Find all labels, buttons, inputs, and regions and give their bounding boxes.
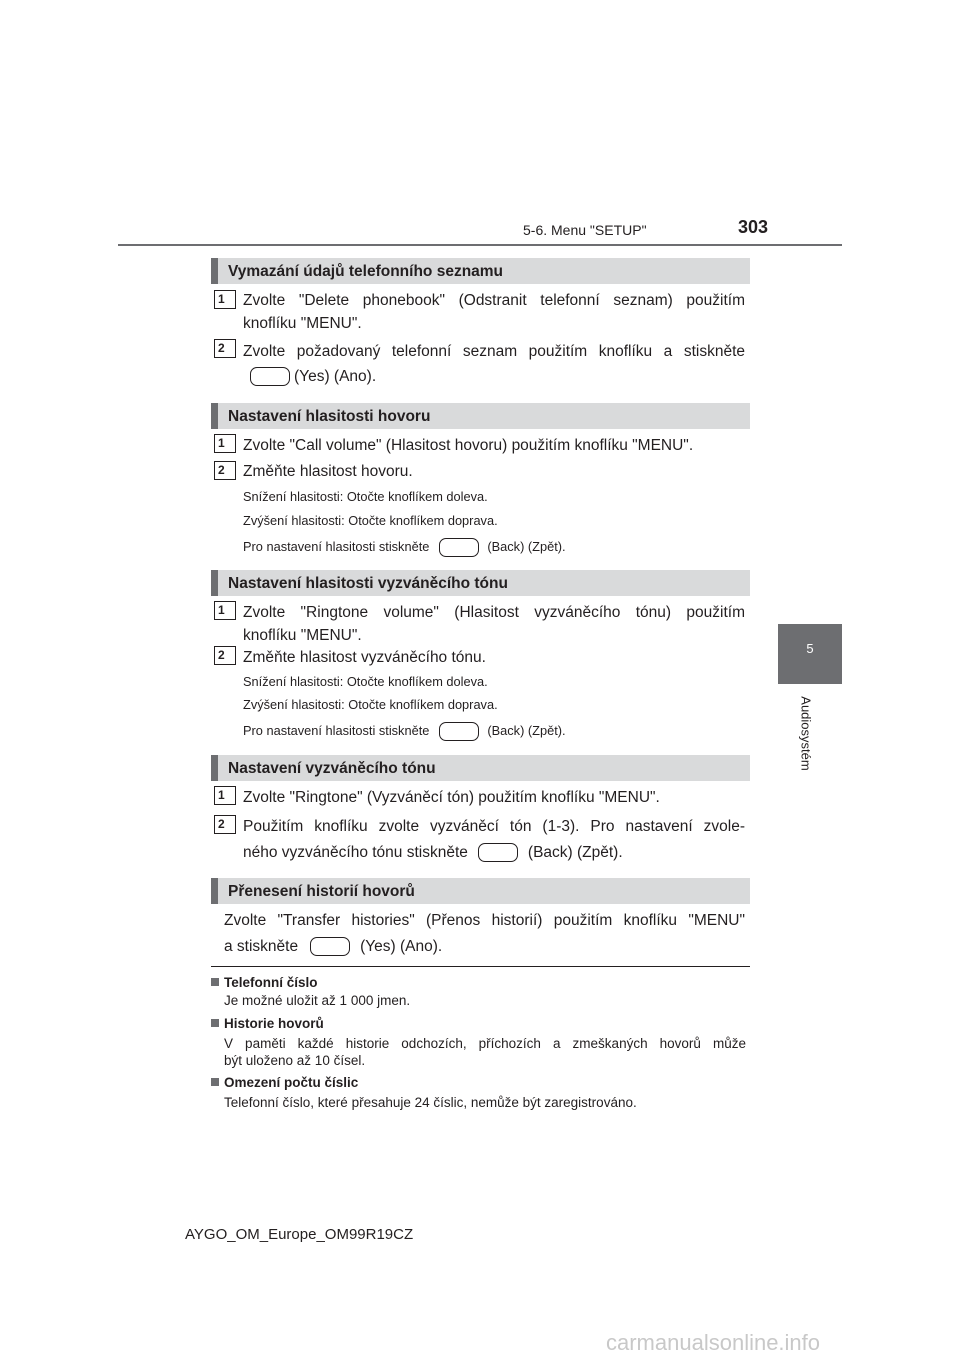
square-bullet-icon: [211, 1078, 219, 1086]
section-heading: Nastavení vyzváněcího tónu: [211, 755, 750, 781]
chapter-label: [796, 678, 816, 788]
sub-note-line: [243, 722, 566, 741]
note-title: [211, 1075, 358, 1090]
document-code: AYGO_OM_Europe_OM99R19CZ: [185, 1226, 414, 1243]
header-divider: [118, 244, 842, 246]
section-heading: Přenesení historií hovorů: [211, 878, 750, 904]
step-number: 1: [214, 601, 236, 620]
section-heading: Nastavení hlasitosti hovoru: [211, 403, 750, 429]
section-heading: Nastavení hlasitosti vyzváněcího tónu: [211, 570, 750, 596]
back-button-icon: [439, 538, 479, 557]
button-label: (Yes) (Ano).: [294, 368, 377, 385]
step-text: knoflíku "MENU".: [243, 315, 362, 332]
button-label: (Yes) (Ano).: [360, 938, 443, 955]
step-text-line: [248, 365, 376, 389]
step-number: 2: [214, 461, 236, 480]
step-text: Zvolte "Delete phonebook" (Odstranit telefonní seznam) použitím: [243, 292, 745, 309]
note-title-text: Historie hovorů: [224, 1016, 324, 1031]
chapter-tab: 5: [778, 624, 842, 684]
note-title: [211, 975, 318, 990]
note-title-text: Omezení počtu číslic: [224, 1075, 359, 1090]
watermark: carmanualsonline.info: [606, 1330, 821, 1355]
notes-divider: [211, 966, 750, 967]
note-text: Je možné uložit až 1 000 jmen.: [224, 993, 411, 1008]
sub-note-text: Pro nastavení hlasitosti stiskněte: [243, 722, 430, 738]
step-text: Zvolte "Ringtone" (Vyzváněcí tón) použitím knoflíku "MENU".: [243, 789, 660, 806]
body-text: Zvolte "Transfer histories" (Přenos historií) použitím knoflíku "MENU": [224, 912, 745, 929]
button-label: (Back) (Zpět).: [487, 722, 566, 738]
back-button-icon: [439, 722, 479, 741]
step-number: 1: [214, 290, 236, 309]
step-text: Změňte hlasitost vyzváněcího tónu.: [243, 649, 486, 666]
sub-note: Zvýšení hlasitosti: Otočte knoflíkem doprava.: [243, 697, 498, 712]
note-title-text: Telefonní číslo: [224, 975, 318, 990]
step-text-line: [243, 841, 623, 865]
step-text-part: ného vyzváněcího tónu stiskněte: [243, 844, 468, 861]
step-number: 2: [214, 339, 236, 358]
running-header-section: 5-6. Menu "SETUP": [523, 222, 647, 238]
step-text: Změňte hlasitost hovoru.: [243, 463, 413, 480]
sub-note-text: Pro nastavení hlasitosti stiskněte: [243, 538, 430, 554]
sub-note-line: [243, 538, 566, 557]
step-text: Použitím knoflíku zvolte vyzváněcí tón (1-3). Pro nastavení zvole-: [243, 818, 745, 835]
sub-note: Snížení hlasitosti: Otočte knoflíkem doleva.: [243, 489, 488, 504]
note-text: Telefonní číslo, které přesahuje 24 číslic, nemůže být zaregistrováno.: [224, 1095, 637, 1110]
button-label: (Back) (Zpět).: [527, 844, 623, 861]
note-text: být uloženo až 10 čísel.: [224, 1053, 366, 1068]
note-text: V paměti každé historie odchozích, příchozích a zmeškaných hovorů může: [224, 1036, 746, 1051]
note-title: [211, 1016, 324, 1031]
step-text: Zvolte požadovaný telefonní seznam použitím knoflíku a stiskněte: [243, 343, 745, 360]
step-number: 1: [214, 786, 236, 805]
step-number: 2: [214, 646, 236, 665]
square-bullet-icon: [211, 978, 219, 986]
yes-button-icon: [310, 937, 350, 956]
body-text-part: a stiskněte: [224, 938, 299, 955]
step-number: 2: [214, 815, 236, 834]
chapter-label-text: Audiosystém: [798, 696, 814, 771]
yes-button-icon: [250, 367, 290, 386]
sub-note: Zvýšení hlasitosti: Otočte knoflíkem doprava.: [243, 513, 498, 528]
section-heading: Vymazání údajů telefonního seznamu: [211, 258, 750, 284]
square-bullet-icon: [211, 1019, 219, 1027]
step-text: Zvolte "Call volume" (Hlasitost hovoru) použitím knoflíku "MENU".: [243, 437, 694, 454]
back-button-icon: [478, 843, 518, 862]
button-label: (Back) (Zpět).: [487, 538, 566, 554]
step-text: Zvolte "Ringtone volume" (Hlasitost vyzváněcího tónu) použitím: [243, 604, 745, 621]
step-text: knoflíku "MENU".: [243, 627, 362, 644]
body-text-line: [224, 935, 442, 959]
page-number: 303: [738, 217, 769, 237]
sub-note: Snížení hlasitosti: Otočte knoflíkem doleva.: [243, 674, 488, 689]
step-number: 1: [214, 434, 236, 453]
